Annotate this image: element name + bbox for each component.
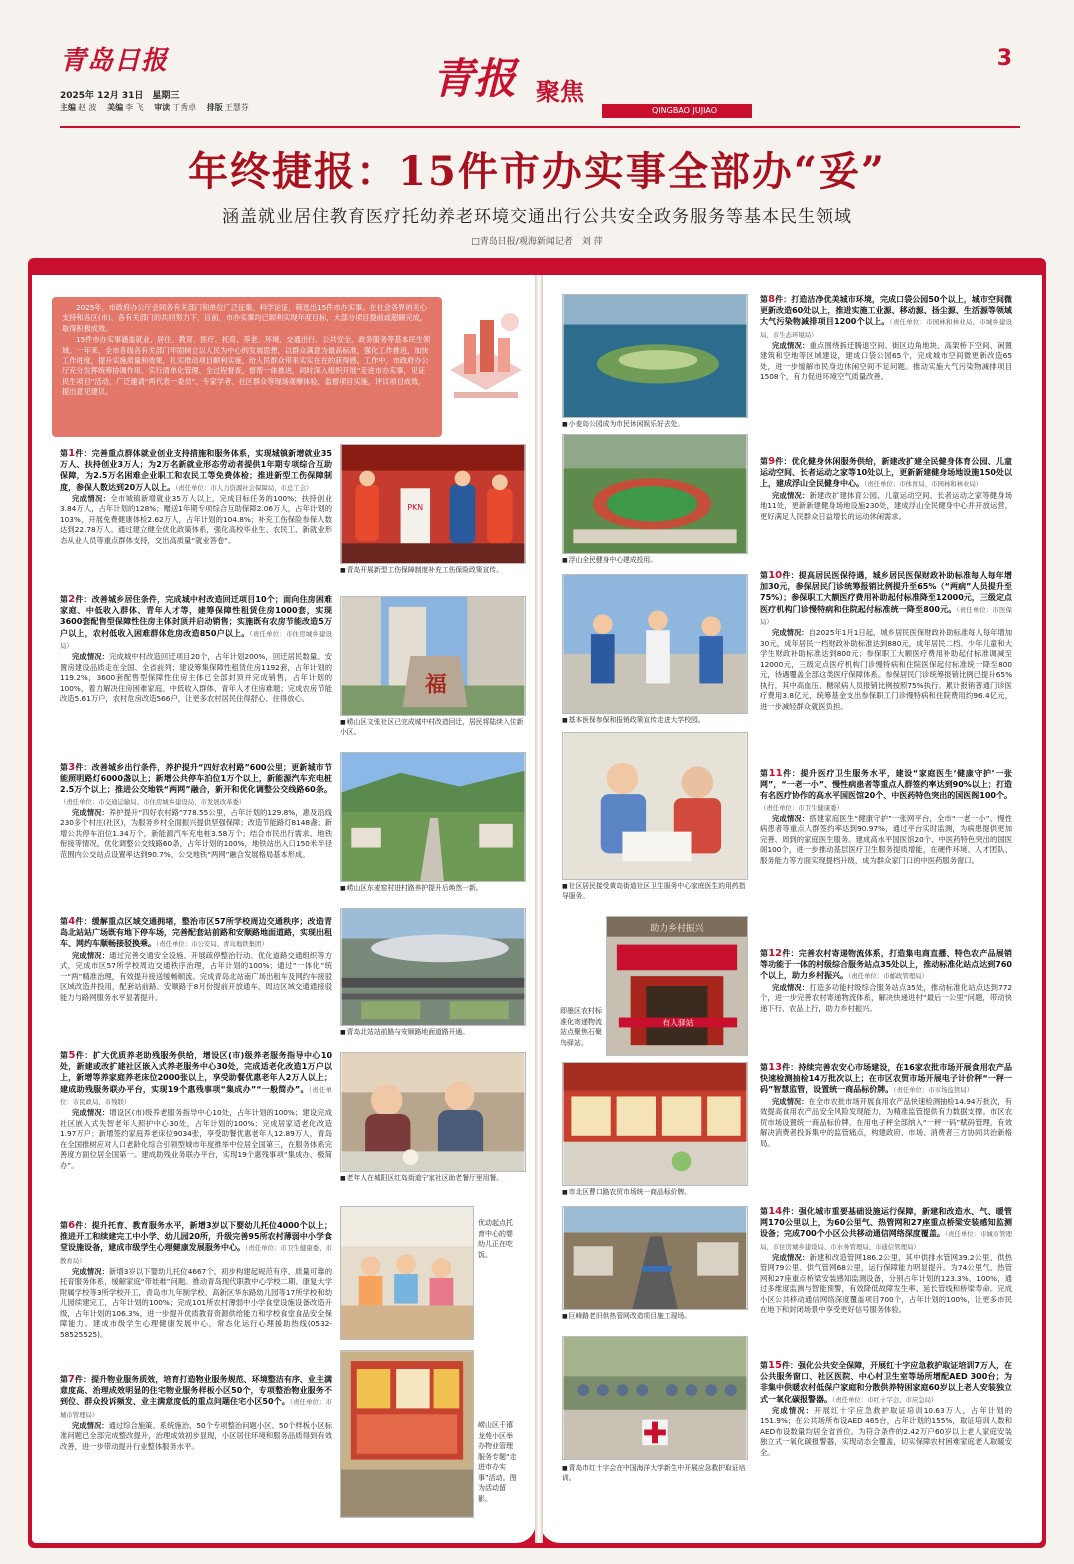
item-goal: ：提升托育、教育服务水平，新增3岁以下婴幼儿托位4000个以上；推进开工和续建完工中小学、幼儿园20所，升级完善95所农村薄弱中小学食堂设施设备，建成市级学生心理健康发展服务中心。 — [60, 1221, 332, 1253]
item-status — [60, 1267, 332, 1341]
status-label: 完成情况： — [72, 1266, 109, 1276]
item-6 — [60, 1220, 332, 1368]
item-number-digit: 15 — [768, 1360, 782, 1371]
photo-caption-vertical: 即墨区农村标准化寄递物流站点聚焦石聚鸟驿站。 — [560, 1007, 602, 1047]
status-text: 完成城中村改造回迁项目20个，占年计划200%，回迁居民数量、安置房建设品质走在全国、全省前列；建设筹集保障性租赁住房1192套，占年计划的119.2%，3600套配售型保障性住房主体已全部封顶并完成销售，占年计划的100%，着力解决住房困难家庭、中低收入群体、青年人才住房难题；完成农房节能改造5.61万户，农村危房改造566户，让更多农村居民住得舒心、住得放心。 — [60, 652, 332, 704]
item-number: 第 — [760, 1063, 769, 1072]
item-number-suffix: 件 — [782, 571, 791, 580]
item-heading — [60, 1374, 332, 1421]
item-number: 第 — [760, 571, 769, 580]
item-heading — [60, 762, 332, 808]
item-number-digit: 3 — [68, 762, 76, 773]
item-3 — [60, 762, 332, 914]
item-number: 第 — [60, 1051, 69, 1060]
photo-heating-pipeline — [562, 1206, 748, 1310]
item-goal: ：强化公共安全保障，开展红十字应急救护取证培训7万人，在公共服务窗口、社区医院、中心村卫生室等场所增配AED 300台；为非集中供暖农村低保户家庭和分散供养特困家庭60岁以上老人安装独立式一氧化碳报警器。 — [760, 1361, 1012, 1404]
item-responsible-unit: （责任单位：市公安局、青岛地铁集团） — [156, 940, 268, 949]
newspaper-logo: 青岛日报 — [60, 46, 169, 76]
item-heading — [60, 1220, 332, 1267]
item-number-suffix: 件 — [75, 1221, 84, 1230]
status-label: 完成情况： — [72, 1108, 110, 1118]
item-status — [760, 1097, 1012, 1150]
photo-caption: ■ 社区居民接受黄岛街道社区卫生服务中心家庭医生的用药指导服务。 — [562, 882, 748, 904]
item-number: 第 — [60, 763, 69, 772]
item-goal: ：缓解重点区域交通拥堵，整治市区57所学校周边交通秩序；改造青岛北站站广场既有地下停车场，完善配套站前路和安顺路地面道路，实现出租车、网约车顺畅接驳换乘。 — [60, 917, 332, 949]
item-heading — [760, 294, 1012, 341]
photo-village-housing — [340, 596, 526, 716]
item-heading — [60, 916, 332, 951]
item-goal: ：持续完善农安心市场建设，在16家农批市场开展食用农产品快速检测抽检14万批次以上；在市区农贸市场开展电子计价秤“一秤一码”智慧监管，设置统一商品标价牌。 — [760, 1063, 1012, 1095]
photo-caption: ■ 巨峰路老旧供热管网改造项目施工现场。 — [562, 1312, 748, 1324]
item-responsible-unit: （责任单位：市卫生健康委、市教育局） — [60, 1244, 332, 1265]
status-text: 在全市农批市场开展食用农产品快速检测抽检14.94万批次，有效提高食用农产品安全风险发现能力，为精准监管提供有力数据支撑。市区农贸市场设置统一商品标价牌，在用电子秤全部纳入“一秤一码”赋码管理，有效解决消费者投诉集中的监管痛点，构建政府、市场、消费者三方协同共治新格局。 — [760, 1096, 1012, 1148]
item-heading — [760, 1062, 1012, 1097]
item-status — [760, 814, 1012, 867]
photo-red-cross-training — [562, 1336, 748, 1460]
item-number-digit: 1 — [68, 448, 76, 459]
photo-daycare — [340, 1206, 474, 1340]
editor-role: 排版 — [206, 103, 223, 112]
status-text: 增设区(市)级养老服务指导中心10处，占年计划的100%；建设完成社区嵌入式失智老年人照护中心30处，占年计划的100%；完成居家适老化改造1.97万户；新增签约家庭养老床位9034张，享受助餐优惠老年人12.89万人，青岛在全国推树应对人口老龄化综合引领型城市年度推举中位居全国第三，在服务体系完善度方面位居全国第一。建成助残业务联办平台，实现19个惠残事项“集成办、极简办”。 — [60, 1108, 332, 1170]
item-10 — [760, 570, 1012, 764]
status-text: 重点围绕拆迁腾退空间、街区边角地块、高架桥下空间、闲置建筑和空地等区域建设，建成口袋公园65个，完成城市空间微更新改造65处，进一步缓解市民身边休闲空间不足问题。推动实施大气污染物减排项目1508个，有力促进环境空气质量改善。 — [760, 340, 1012, 382]
item-number: 第 — [760, 295, 769, 304]
item-15 — [760, 1360, 1012, 1520]
item-goal: ：完善重点群体就业创业支持措施和服务体系，实现城镇新增就业35万人、扶持创业3万人；为2万名新就业形态劳动者提供1年期专项综合互助保障，为2.5万名困难企业职工和农民工等免费体检；推进新型工伤保障制度，参保人数达到20万人以上。 — [60, 449, 332, 492]
item-number-suffix: 件 — [782, 949, 791, 958]
intro-paragraph: 2025年，市政府办公厅会同各有关部门和单位广泛征集、科学论证，筛选出15件市办实事。在社会各界的关心支持和各区(市)、各有关部门的共同努力下，目前，市办实事均已顺利实现年度目标，大部分项目提前或超额完成，取得积极成效。 — [62, 303, 427, 333]
editor-name: 丁秀卓 — [172, 103, 197, 112]
status-label: 完成情况： — [72, 1420, 109, 1430]
item-number: 第 — [60, 595, 69, 604]
photo-rural-courier — [606, 916, 748, 1056]
item-status — [60, 652, 332, 705]
status-label: 完成情况： — [72, 950, 110, 960]
status-label: 完成情况： — [772, 490, 810, 500]
item-number-digit: 2 — [68, 594, 76, 605]
photo-caption: ■ 崂山区东麦窑村进村路养护提升后焕然一新。 — [340, 884, 526, 896]
item-status — [760, 341, 1012, 383]
section-title-small: 聚焦 — [536, 77, 584, 106]
item-status — [60, 1421, 332, 1453]
photo-caption: ■ 崂山区文张社区已完成城中村改造回迁，居民将陆续入住新小区。 — [340, 718, 526, 740]
item-goal: ：强化城市重要基础设施运行保障，新建和改造水、气、暖管网170公里以上，为60公里气、热管网和27座重点桥梁安装感知监测设备；完成700个小区公共移动通信网络深度覆盖。 — [760, 1207, 1012, 1239]
item-number: 第 — [60, 917, 69, 926]
item-number: 第 — [760, 1361, 769, 1370]
item-status — [60, 808, 332, 861]
item-11 — [760, 768, 1012, 942]
item-number: 第 — [60, 1375, 69, 1384]
status-text: 新增3岁以下婴幼儿托位4667个，初步构建起规范有序、质量可靠的托育服务体系，缓解家庭“带娃难”问题。推动青岛现代职教中心学校二期、康复大学附属学校等3所学校开工，青岛市九年制学校、高新区华东路幼儿园等17所学校和幼儿园续建完工，占年计划的100%；完成101所农村薄弱中小学食堂设施设备改造升级，占年计划的106.3%，进一步提升优质教育资源供给能力和学校食堂食品安全保障能力。建成市级学生心理健康发展中心，常态化运行心理援助热线(0532-58525525)。 — [60, 1266, 332, 1339]
status-label: 完成情况： — [72, 807, 109, 817]
item-responsible-unit: （责任单位：市市场监管局） — [893, 1086, 974, 1095]
item-number-digit: 7 — [68, 1374, 75, 1385]
item-number-suffix: 件 — [775, 295, 784, 304]
item-goal: ：完善农村寄递物流体系，打造集电商直播、特色农产品展销等功能于一体的村级综合服务站点35处以上，推动标准化站点达到760个以上，助力乡村振兴。 — [760, 949, 1012, 981]
item-number-suffix: 件 — [75, 763, 84, 772]
item-number: 第 — [760, 457, 769, 466]
item-responsible-unit: （责任单位：市医保局） — [760, 605, 1012, 626]
issue-date: 2025年 12月 31日 星期三 — [60, 91, 180, 101]
status-text: 开展红十字应急救护取证培训10.63万人，占年计划的151.9%；在公共场所布设AED 465台，占年计划的155%，取证培训人数和AED布设数量均居全省首位。为符合条件的2.42万户60岁以上老人家庭安装独立式一氧化碳报警器，实现动态全覆盖，切实保障农村困难家庭老人取暖安全。 — [760, 1405, 1012, 1457]
item-responsible-unit: （责任单位：市民政局、市残联） — [60, 1085, 332, 1106]
intro-box — [52, 297, 442, 437]
section-brand — [432, 46, 752, 116]
item-number-suffix: 件 — [782, 1063, 791, 1072]
status-label: 完成情况： — [772, 628, 809, 638]
item-9 — [760, 456, 1012, 560]
item-number: 第 — [760, 949, 769, 958]
status-label: 完成情况： — [772, 1096, 809, 1106]
item-number-suffix: 件 — [75, 1375, 84, 1384]
status-text: 全市城镇新增就业35万人以上，完成目标任务的100%；扶持创业3.84万人，占年计划的128%；赠送1年期专项综合互助保障2.06万人，占年计划的103%，开展免费健康体检2.62万人，占年计划的104.8%；补充工伤保险参保人数达到22.78万人。通过建立健全优化政策体系，强化高校毕业生、农民工、新就业形态从业人员等重点群体支持，交出高质量“就业答卷”。 — [60, 493, 332, 545]
editor-credits — [60, 102, 257, 113]
item-number-suffix: 件 — [75, 917, 84, 926]
status-label: 完成情况： — [72, 652, 110, 662]
photo-caption: ■ 浮山全民健身中心建成投用。 — [562, 556, 748, 568]
editor-name: 李 飞 — [125, 103, 144, 112]
item-4 — [60, 916, 332, 1046]
city-illustration — [440, 300, 532, 420]
intro-paragraph: 15件市办实事涵盖就业、居住、教育、医疗、托育、养老、环境、交通出行、公共安全、政务服务等基本民生领域。一年来，全市各级各有关部门牢固树立以人民为中心的发展思想，以群众满意为最高标准，强化工作推进，加快工作进度，提升实施质量和效果，扎实推动项目顺利实施，给人民群众带来实实在在的获得感。工作中，市政府办公厅充分发挥统筹协调作用，实行清单化管理、全过程督查，督帮一体推进，同时深入组织开展“走进市办实事，见证民生项目”活动，广泛邀请“两代表一委员”、专家学者、社区群众等现场观摩体验，监督项目实施，评议项目成效，提出意见建议。 — [62, 335, 431, 397]
item-status — [760, 1406, 1012, 1459]
item-heading — [760, 768, 1012, 814]
status-text: 打造多功能村级综合服务站点35处，推动标准化站点达到772个，进一步完善农村寄递物流体系，解决快递进村“最后一公里”问题，带动快递下行、农品上行，助力乡村振兴。 — [760, 982, 1012, 1013]
shop-name-text: 有人驿站 — [662, 1018, 694, 1028]
photo-caption: ■ 市北区曹口路农贸市场统一商品标价牌。 — [562, 1188, 748, 1200]
item-number-suffix: 件 — [782, 769, 792, 778]
editor-role: 美编 — [107, 103, 124, 112]
status-label: 完成情况： — [772, 982, 810, 992]
item-number-digit: 6 — [68, 1220, 76, 1231]
item-goal: ：打造洁净优美城市环境，完成口袋公园50个以上，城市空间微更新改造60处以上，推进实施工业源、移动源、扬尘源、生活源等领域大气污染物减排项目1200个以上。 — [760, 295, 1012, 327]
status-label: 完成情况： — [72, 493, 111, 503]
item-responsible-unit: （责任单位：市住房城乡建设局） — [60, 629, 332, 650]
item-number-digit: 10 — [768, 570, 783, 581]
status-text: 通过综合施策、系统施治，50个专项整治问题小区、50个样板小区标准问题已全部完成整改提升，治理成效初步显现，小区居住环境和服务品质得到有效改善，进一步带动提升行业整体服务水平。 — [60, 1420, 332, 1451]
status-label: 完成情况： — [772, 1405, 815, 1415]
item-responsible-unit: （责任单位：市园林和林业局、市城乡建设局、市生态环境局） — [760, 318, 1012, 339]
item-status — [760, 1253, 1012, 1316]
editor-role: 审读 — [154, 103, 171, 112]
photo-labor-insurance — [340, 444, 526, 564]
item-number-digit: 11 — [768, 768, 783, 779]
item-12 — [760, 948, 1012, 1058]
photo-caption: ■ 青岛北站站前路与安顺路地面道路开通。 — [340, 1028, 526, 1040]
item-heading — [760, 948, 1012, 983]
item-heading — [760, 570, 1012, 628]
item-responsible-unit: （责任单位：市交通运输局、市住房城乡建设局、市发展改革委） — [60, 797, 246, 806]
status-text: 自2025年1月1日起，城乡居民医保财政补助标准每人每年增加30元，成年居民一档财政补助标准达到880元，成年居民二档、少年儿童和大学生财政补助标准达到800元；参保职工大额医疗费用补助起付标准调减至12000元，三级定点医疗机构门诊慢特病和住院医保起付标准统一降至800元，待遇覆盖全部这类医疗保障体系。参保居民门诊统筹报销比例已提升65%执行，其中高血压、糖尿病人员报销比例按照75%执行。累计报销普通门诊医疗费用3.8亿元，统筹基金支出参保职工门诊慢特病和住院费用约96.4亿元，进一步减轻群众就医负担。 — [760, 628, 1012, 711]
item-number-digit: 14 — [768, 1206, 783, 1217]
photo-medical-insurance — [562, 574, 748, 714]
photo-caption: ■ 小麦岛公园成为市民休闲娱乐好去处。 — [562, 420, 748, 432]
item-responsible-unit: （责任单位：市卫生健康委） — [760, 803, 844, 812]
editor-name: 赵 波 — [78, 103, 97, 112]
item-responsible-unit: （责任单位：市红十字会、市应急局） — [832, 1395, 938, 1404]
item-heading — [60, 448, 332, 494]
status-label: 完成情况： — [772, 340, 810, 350]
editor-name: 王慧芬 — [224, 103, 249, 112]
photo-caption-vertical: 崂山区千禧龙苑小区举办物业管理服务专题“走进市办实事”活动。图为活动留影。 — [478, 1421, 517, 1503]
item-goal: ：提高居民医保待遇，城乡居民医保财政补助标准每人每年增加30元，参保居民门诊统筹报销比例提升至65%（“两病”人员提升至75%）；参保职工大额医疗费用补助起付标准降至12000元，三级定点医疗机构门诊慢特病和住院起付标准统一降至800元。 — [760, 571, 1012, 614]
item-number-suffix: 件 — [782, 1207, 791, 1216]
item-number: 第 — [760, 1207, 769, 1216]
masthead — [60, 40, 1020, 126]
item-heading — [60, 1050, 332, 1108]
item-responsible-unit: （责任单位：市城市管理局、市住房城乡建设局、市水务管理局、市通信管理局） — [760, 1230, 1012, 1251]
item-goal: ：扩大优质养老助残服务供给，增设区(市)级养老服务指导中心10处，新建或改扩建社区嵌入式养老服务中心30处，完成适老化改造1万户以上，新增等养家庭养老床位2000张以上，享受助餐优惠老年人2万人以上；建成助残服务联办平台，实现19个惠残事项“集成办”“一般简办”。 — [60, 1051, 332, 1094]
item-number-suffix: 件 — [75, 1051, 85, 1060]
section-title-big: 青报 — [432, 54, 517, 103]
item-1 — [60, 448, 332, 586]
item-8 — [760, 294, 1012, 438]
status-label: 完成情况： — [772, 813, 810, 823]
photo-caption: ■ 基本医保参保和报销政策宣传走进大学校园。 — [562, 716, 748, 728]
item-number: 第 — [60, 449, 69, 458]
item-number: 第 — [760, 769, 769, 778]
item-status — [60, 951, 332, 1004]
item-heading — [760, 456, 1012, 491]
item-number-digit: 12 — [768, 948, 783, 959]
photo-caption: ■ 老年人在城阳区红岛街道宁家社区助老餐厅里用餐。 — [340, 1174, 526, 1196]
photo-fushan-fitness — [562, 434, 748, 554]
shop-sign-text: 助力乡村振兴 — [650, 923, 704, 934]
status-text: 通过完善交通安全设施、开展疏停整治行动、优化道路交通组织等方式，完成市区57所学校周边交通秩序治理，占年计划的100%；通过“一体化”统一“两”精准治理，有效提升接送缓畅顺流。完成青岛北站南广场出租车及网约车接驳区域改造并投用，配套站前路、安顺路于8月份提前开放通车，周边区域交通通接驳能力与路网服务水平显著提升。 — [60, 950, 332, 1002]
item-status — [760, 628, 1012, 712]
photo-caption: ■ 青岛开展新型工伤保障制度补充工伤保险政策宣传。 — [340, 566, 526, 588]
item-responsible-unit: （责任单位：市人力资源社会保障局、市总工会） — [175, 483, 313, 492]
item-responsible-unit: （责任单位：市城市管理局） — [60, 1398, 332, 1419]
status-text: 搭建家庭医生“健康守护”一张网平台，全市“一老一小”、慢性病患者等重点人群签约率达到90.97%，通过平台实时监测，为病患提供更加完善、周到的家庭医生服务。建成高水平国医馆20个、中医药特色突出的国医阁100个，进一步推动基层医疗卫生服务提质增能，在硬件环境、人才团队、服务能力等方面实现提档升级，成为群众家门口的中医药服务窗口。 — [760, 813, 1012, 865]
photo-rural-road — [340, 752, 526, 882]
item-number-digit: 13 — [768, 1062, 783, 1073]
item-number-digit: 5 — [68, 1050, 76, 1061]
photo-family-doctor — [562, 732, 748, 880]
page-number: 3 — [996, 46, 1012, 71]
item-number-digit: 4 — [68, 916, 76, 927]
photo-caption-vertical: 优动起点托育中心的婴幼儿正在吃饭。 — [478, 1219, 513, 1259]
fu-character: 福 — [425, 672, 447, 698]
item-number-digit: 8 — [768, 294, 776, 305]
item-14 — [760, 1206, 1012, 1358]
photo-property-event — [340, 1350, 474, 1518]
headline: 年终捷报：15件市办实事全部办“妥” — [188, 148, 886, 195]
banner-text: PKN — [407, 502, 424, 512]
item-status — [760, 491, 1012, 523]
status-text: 养护提升“四好农村路”778.55公里，占年计划的129.8%，惠及沿线230多个村庄(社区)，为服务乡村全面振兴提供坚强保障；改造节能路灯8148盏；新增公共停车泊位1.34万个，新能源汽车充电桩3.58万个；结合市民出行需求、地铁衔接等情况，优化调整公交线路60条，占年计划的100%，地铁站出入口150米半径范围内公交站点设置率达到90.7%，公交地铁“两网”融合发展格局基本形成。 — [60, 807, 332, 859]
item-number-digit: 9 — [768, 456, 776, 467]
photo-farmers-market — [562, 1062, 748, 1186]
item-goal: ：提升物业服务质效，培育打造物业服务规范、环境整洁有序、业主满意度高、治理成效明显的住宅物业服务样板小区50个，专项整治物业服务不到位、群众投诉频发、业主满意度低的重点问题住宅小区50个。 — [60, 1375, 332, 1407]
subheadline: 涵盖就业居住教育医疗托幼养老环境交通出行公共安全政务服务等基本民生领域 — [222, 207, 852, 227]
item-responsible-unit: （责任单位：市体育局、市园林和林业局） — [864, 480, 983, 489]
byline: □青岛日报/观海新闻记者 刘 萍 — [471, 237, 603, 247]
editor-role: 主编 — [60, 103, 76, 112]
item-goal: ：改善城乡出行条件，养护提升“四好农村路”600公里；更新城市节能照明路灯6000盏以上；新增公共停车泊位1万个以上，新能源汽车充电桩2.5万个以上；推进公交地铁“两网”融合，新开和优化调整公交线路60条。 — [60, 763, 332, 795]
item-7 — [60, 1374, 332, 1514]
item-responsible-unit: （责任单位：市邮政管理局） — [848, 972, 928, 981]
item-number-suffix: 件 — [75, 595, 84, 604]
item-status — [760, 983, 1012, 1015]
item-goal: ：改善城乡居住条件，完成城中村改造回迁项目10个；面向住房困难家庭、中低收入群体、青年人才等，建筹保障性租赁住房1000套，实现3600套配售型保障性住房主体封顶并启动销售；实施既有农房节能改造5万户以上，农村低收入困难群体危房改造850户以上。 — [60, 595, 332, 638]
item-heading — [60, 594, 332, 652]
section-english: QINGBAO JUJIAO — [602, 104, 752, 118]
photo-north-station — [340, 908, 526, 1026]
status-label: 完成情况： — [772, 1252, 810, 1262]
item-13 — [760, 1062, 1012, 1198]
item-heading — [760, 1206, 1012, 1253]
item-number-suffix: 件 — [775, 457, 784, 466]
item-number: 第 — [60, 1221, 69, 1230]
item-heading — [760, 1360, 1012, 1406]
photo-elderly-canteen — [340, 1052, 526, 1172]
item-number-suffix: 件 — [781, 1361, 790, 1370]
item-status — [60, 494, 332, 547]
item-5 — [60, 1050, 332, 1214]
photo-xiaomai-park — [562, 294, 748, 418]
header-rule — [60, 126, 1020, 128]
item-goal: ：提升医疗卫生服务水平，建设“家庭医生‘健康守护’一张网”，“一老一小”、慢性病患者等重点人群签约率达到90%以上；打造有名医疗协作的高水平国医馆20个、中医药特色突出的国医阁100个。 — [760, 769, 1012, 801]
status-text: 新建和改造管网186.2公里，其中供排水管网39.2公里、供热管网79公里、供气管网68公里，运行保障能力明显提升。为74公里气、热管网和27座重点桥梁安装感知监测设备，分别占年计划的123.3%、100%，通过多维度监测与智能预警，有效降低故障发生率、延长管线和桥梁寿命。完成小区公共移动通信网络深度覆盖项目700个，占年计划的100%，让更多市民在地下和封闭场景中享受更好信号服务体验。 — [760, 1252, 1012, 1315]
photo-caption: ■ 青岛市红十字会在中国海洋大学新生中开展应急救护取证培训。 — [562, 1464, 748, 1486]
item-2 — [60, 594, 332, 756]
status-text: 新建改扩建体育公园、儿童运动空间、长者运动之家等健身场地11处，更新新建健身场地设施230处，建成浮山全民健身中心并开放运营，更好满足人民群众日益增长的运动休闲需求。 — [760, 490, 1012, 521]
book-spine — [535, 275, 543, 1543]
item-goal: ：优化健身休闲服务供给，新建改扩建全民健身体育公园、儿童运动空间、长者运动之家等10处以上，更新新建健身场地设施150处以上，建成浮山全民健身中心。 — [760, 457, 1012, 489]
item-number-suffix: 件 — [75, 449, 84, 458]
item-status — [60, 1108, 332, 1171]
